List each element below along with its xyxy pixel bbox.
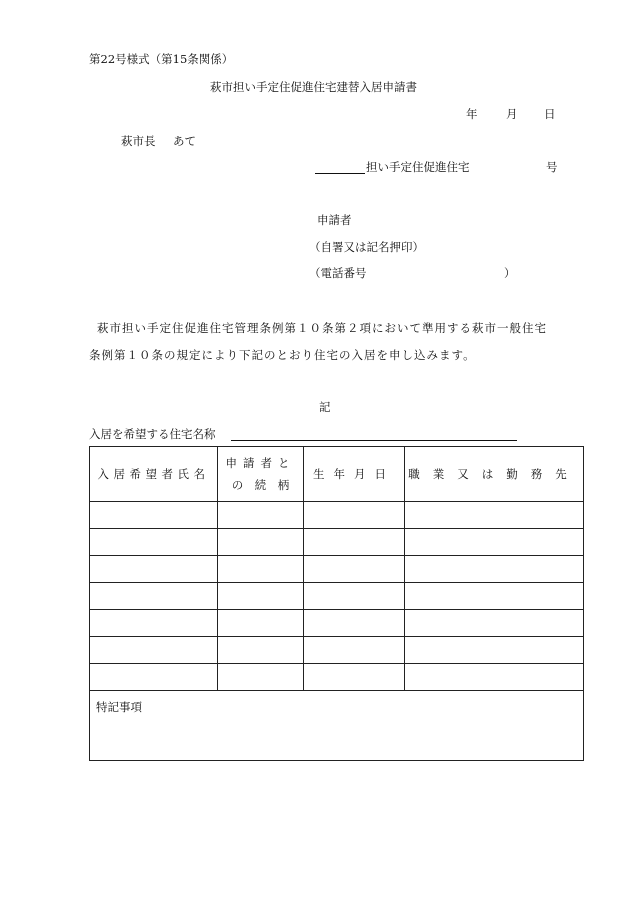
cell-name[interactable] bbox=[90, 556, 218, 583]
table-header-row bbox=[90, 447, 584, 502]
housing-name-underline[interactable] bbox=[315, 173, 365, 174]
applicant-label: 申請者 bbox=[317, 213, 352, 227]
cell-birthdate[interactable] bbox=[304, 502, 405, 529]
cell-relation[interactable] bbox=[218, 664, 304, 691]
addressee-mayor: 萩市長 bbox=[121, 134, 156, 148]
table-row bbox=[90, 529, 584, 556]
cell-relation[interactable] bbox=[218, 556, 304, 583]
table-row bbox=[90, 583, 584, 610]
phone-close: ） bbox=[504, 266, 516, 280]
header-relation-line-1: 申請者と bbox=[225, 456, 296, 470]
cell-relation[interactable] bbox=[218, 637, 304, 664]
form-number: 第22号様式（第15条関係） bbox=[89, 52, 234, 66]
header-occupation: 職業又は勤務先 bbox=[405, 447, 584, 502]
cell-name[interactable] bbox=[90, 529, 218, 556]
ki-heading: 記 bbox=[319, 400, 331, 414]
cell-birthdate[interactable] bbox=[304, 529, 405, 556]
addressee-suffix: あて bbox=[173, 134, 196, 148]
housing-label: 担い手定住促進住宅 bbox=[366, 160, 470, 174]
notes-label: 特記事項 bbox=[96, 700, 142, 714]
header-birthdate: 生年月日 bbox=[304, 447, 405, 502]
header-relation bbox=[218, 447, 304, 502]
cell-occupation[interactable] bbox=[405, 637, 584, 664]
header-relation-line-2: の 続 柄 bbox=[231, 478, 290, 492]
applicant-table bbox=[89, 446, 584, 761]
desired-housing-underline[interactable] bbox=[231, 440, 517, 441]
table-row bbox=[90, 556, 584, 583]
body-text-line-2: 条例第１０条の規定により下記のとおり住宅の入居を申し込みます。 bbox=[89, 348, 476, 362]
desired-housing-label: 入居を希望する住宅名称 bbox=[89, 427, 216, 441]
cell-birthdate[interactable] bbox=[304, 637, 405, 664]
cell-birthdate[interactable] bbox=[304, 583, 405, 610]
cell-name[interactable] bbox=[90, 664, 218, 691]
cell-name[interactable] bbox=[90, 502, 218, 529]
cell-occupation[interactable] bbox=[405, 556, 584, 583]
cell-occupation[interactable] bbox=[405, 529, 584, 556]
phone-label: （電話番号 bbox=[309, 266, 367, 280]
table-row bbox=[90, 637, 584, 664]
date-year-label: 年 bbox=[466, 107, 478, 121]
header-name: 入居希望者氏名 bbox=[90, 447, 218, 502]
table-row bbox=[90, 610, 584, 637]
notes-row bbox=[90, 691, 584, 761]
date-day-label: 日 bbox=[544, 107, 556, 121]
cell-relation[interactable] bbox=[218, 610, 304, 637]
cell-birthdate[interactable] bbox=[304, 610, 405, 637]
table-row bbox=[90, 502, 584, 529]
cell-occupation[interactable] bbox=[405, 502, 584, 529]
notes-cell[interactable] bbox=[90, 691, 584, 761]
cell-name[interactable] bbox=[90, 610, 218, 637]
cell-birthdate[interactable] bbox=[304, 664, 405, 691]
cell-relation[interactable] bbox=[218, 502, 304, 529]
form-title: 萩市担い手定住促進住宅建替入居申請書 bbox=[210, 80, 417, 94]
cell-relation[interactable] bbox=[218, 583, 304, 610]
housing-number-suffix: 号 bbox=[546, 160, 558, 174]
cell-occupation[interactable] bbox=[405, 583, 584, 610]
cell-relation[interactable] bbox=[218, 529, 304, 556]
body-text-line-1: 萩市担い手定住促進住宅管理条例第１０条第２項において準用する萩市一般住宅 bbox=[97, 321, 547, 335]
cell-name[interactable] bbox=[90, 637, 218, 664]
signature-note: （自署又は記名押印） bbox=[309, 240, 424, 254]
table-row bbox=[90, 664, 584, 691]
cell-occupation[interactable] bbox=[405, 664, 584, 691]
cell-occupation[interactable] bbox=[405, 610, 584, 637]
cell-name[interactable] bbox=[90, 583, 218, 610]
cell-birthdate[interactable] bbox=[304, 556, 405, 583]
date-month-label: 月 bbox=[506, 107, 518, 121]
